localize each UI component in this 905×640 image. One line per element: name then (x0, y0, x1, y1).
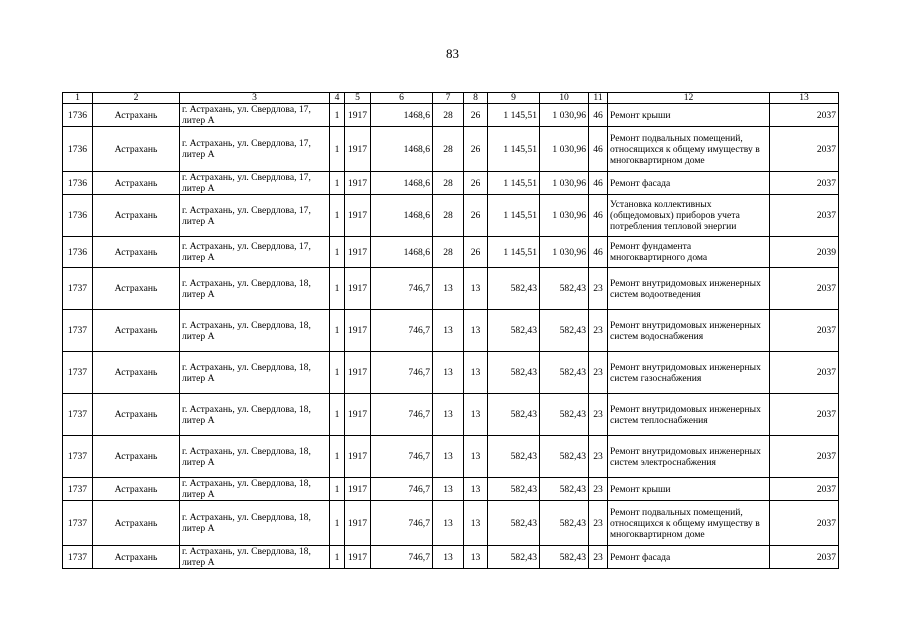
cell-residential-units: 13 (464, 478, 488, 501)
cell-work-type: Ремонт внутридомовых инженерных систем газоснабжения (608, 352, 770, 394)
cell-area: 746,7 (371, 268, 433, 310)
table-row (63, 172, 839, 195)
cell-count: 1 (330, 195, 345, 237)
cell-residents: 46 (589, 237, 608, 268)
cell-count: 1 (330, 172, 345, 195)
table-row (63, 127, 839, 172)
cell-city: Астрахань (93, 546, 180, 569)
cell-residents: 23 (589, 310, 608, 352)
cell-apartments: 13 (433, 478, 464, 501)
cell-residential-units: 13 (464, 310, 488, 352)
cell-work-type: Ремонт крыши (608, 104, 770, 127)
cell-work-type: Ремонт внутридомовых инженерных систем водоотведения (608, 268, 770, 310)
cell-address: г. Астрахань, ул. Свердлова, 18, литер А (180, 546, 330, 569)
cell-residents: 23 (589, 501, 608, 546)
cell-living-area: 582,43 (540, 268, 589, 310)
cell-building-id: 1736 (63, 172, 93, 195)
cell-count: 1 (330, 501, 345, 546)
table-row (63, 237, 839, 268)
cell-count: 1 (330, 436, 345, 478)
cell-total-area: 1 145,51 (488, 172, 540, 195)
cell-area: 746,7 (371, 478, 433, 501)
cell-total-area: 582,43 (488, 436, 540, 478)
cell-planned-year: 2037 (770, 268, 839, 310)
cell-address: г. Астрахань, ул. Свердлова, 18, литер А (180, 352, 330, 394)
cell-area: 746,7 (371, 546, 433, 569)
cell-residential-units: 13 (464, 352, 488, 394)
cell-residents: 46 (589, 195, 608, 237)
table-row (63, 501, 839, 546)
cell-apartments: 13 (433, 501, 464, 546)
cell-total-area: 582,43 (488, 352, 540, 394)
cell-living-area: 1 030,96 (540, 104, 589, 127)
cell-address: г. Астрахань, ул. Свердлова, 18, литер А (180, 478, 330, 501)
cell-area: 746,7 (371, 394, 433, 436)
cell-building-id: 1737 (63, 310, 93, 352)
cell-residents: 23 (589, 546, 608, 569)
cell-year: 1917 (345, 195, 371, 237)
column-number-11: 11 (589, 93, 608, 104)
cell-work-type: Ремонт внутридомовых инженерных систем водоснабжения (608, 310, 770, 352)
cell-apartments: 28 (433, 127, 464, 172)
cell-work-type: Ремонт внутридомовых инженерных систем теплоснабжения (608, 394, 770, 436)
cell-area: 1468,6 (371, 237, 433, 268)
cell-planned-year: 2037 (770, 195, 839, 237)
cell-residents: 23 (589, 352, 608, 394)
cell-planned-year: 2037 (770, 310, 839, 352)
cell-residents: 23 (589, 394, 608, 436)
cell-residents: 46 (589, 127, 608, 172)
cell-living-area: 582,43 (540, 310, 589, 352)
cell-year: 1917 (345, 172, 371, 195)
cell-building-id: 1736 (63, 195, 93, 237)
cell-work-type: Ремонт фасада (608, 546, 770, 569)
cell-address: г. Астрахань, ул. Свердлова, 17, литер А (180, 195, 330, 237)
cell-residential-units: 13 (464, 268, 488, 310)
cell-planned-year: 2037 (770, 172, 839, 195)
capital-repair-table (62, 92, 839, 569)
cell-total-area: 582,43 (488, 501, 540, 546)
cell-work-type: Ремонт фундамента многоквартирного дома (608, 237, 770, 268)
cell-count: 1 (330, 104, 345, 127)
cell-year: 1917 (345, 104, 371, 127)
cell-city: Астрахань (93, 237, 180, 268)
cell-planned-year: 2037 (770, 127, 839, 172)
cell-count: 1 (330, 394, 345, 436)
cell-building-id: 1737 (63, 352, 93, 394)
cell-living-area: 1 030,96 (540, 195, 589, 237)
cell-residents: 46 (589, 104, 608, 127)
column-number-7: 7 (433, 93, 464, 104)
cell-apartments: 13 (433, 352, 464, 394)
cell-city: Астрахань (93, 195, 180, 237)
column-number-1: 1 (63, 93, 93, 104)
cell-city: Астрахань (93, 436, 180, 478)
cell-living-area: 582,43 (540, 478, 589, 501)
table-row (63, 104, 839, 127)
cell-apartments: 13 (433, 394, 464, 436)
cell-building-id: 1737 (63, 436, 93, 478)
cell-living-area: 582,43 (540, 436, 589, 478)
column-number-13: 13 (770, 93, 839, 104)
cell-building-id: 1737 (63, 394, 93, 436)
table-row (63, 436, 839, 478)
cell-address: г. Астрахань, ул. Свердлова, 18, литер А (180, 394, 330, 436)
cell-year: 1917 (345, 127, 371, 172)
cell-apartments: 28 (433, 104, 464, 127)
cell-city: Астрахань (93, 394, 180, 436)
cell-city: Астрахань (93, 172, 180, 195)
table-row (63, 310, 839, 352)
cell-work-type: Ремонт крыши (608, 478, 770, 501)
cell-year: 1917 (345, 352, 371, 394)
table-row (63, 478, 839, 501)
cell-count: 1 (330, 310, 345, 352)
cell-total-area: 582,43 (488, 310, 540, 352)
cell-living-area: 582,43 (540, 352, 589, 394)
column-number-5: 5 (345, 93, 371, 104)
cell-count: 1 (330, 237, 345, 268)
cell-city: Астрахань (93, 478, 180, 501)
column-number-12: 12 (608, 93, 770, 104)
cell-living-area: 582,43 (540, 546, 589, 569)
cell-residential-units: 26 (464, 127, 488, 172)
cell-planned-year: 2039 (770, 237, 839, 268)
cell-area: 746,7 (371, 501, 433, 546)
cell-planned-year: 2037 (770, 546, 839, 569)
cell-count: 1 (330, 268, 345, 310)
cell-living-area: 582,43 (540, 394, 589, 436)
cell-living-area: 1 030,96 (540, 172, 589, 195)
column-number-10: 10 (540, 93, 589, 104)
cell-year: 1917 (345, 237, 371, 268)
cell-total-area: 1 145,51 (488, 104, 540, 127)
table-header-row (63, 93, 839, 104)
cell-area: 746,7 (371, 436, 433, 478)
cell-year: 1917 (345, 436, 371, 478)
cell-planned-year: 2037 (770, 478, 839, 501)
cell-year: 1917 (345, 268, 371, 310)
column-number-3: 3 (180, 93, 330, 104)
cell-city: Астрахань (93, 501, 180, 546)
cell-total-area: 1 145,51 (488, 127, 540, 172)
cell-residents: 46 (589, 172, 608, 195)
table-row (63, 195, 839, 237)
table-row (63, 394, 839, 436)
cell-work-type: Ремонт фасада (608, 172, 770, 195)
cell-residents: 23 (589, 268, 608, 310)
page-number: 83 (446, 46, 459, 61)
cell-apartments: 13 (433, 436, 464, 478)
cell-city: Астрахань (93, 268, 180, 310)
cell-area: 1468,6 (371, 195, 433, 237)
cell-count: 1 (330, 478, 345, 501)
cell-area: 746,7 (371, 352, 433, 394)
cell-planned-year: 2037 (770, 394, 839, 436)
cell-building-id: 1736 (63, 127, 93, 172)
cell-planned-year: 2037 (770, 501, 839, 546)
cell-work-type: Ремонт внутридомовых инженерных систем электроснабжения (608, 436, 770, 478)
cell-address: г. Астрахань, ул. Свердлова, 17, литер А (180, 104, 330, 127)
cell-city: Астрахань (93, 352, 180, 394)
cell-residential-units: 26 (464, 172, 488, 195)
cell-building-id: 1736 (63, 104, 93, 127)
cell-count: 1 (330, 127, 345, 172)
cell-area: 746,7 (371, 310, 433, 352)
column-number-2: 2 (93, 93, 180, 104)
cell-year: 1917 (345, 546, 371, 569)
cell-area: 1468,6 (371, 127, 433, 172)
cell-apartments: 13 (433, 310, 464, 352)
cell-planned-year: 2037 (770, 104, 839, 127)
cell-residential-units: 13 (464, 436, 488, 478)
cell-address: г. Астрахань, ул. Свердлова, 18, литер А (180, 268, 330, 310)
cell-apartments: 13 (433, 546, 464, 569)
cell-address: г. Астрахань, ул. Свердлова, 17, литер А (180, 127, 330, 172)
cell-building-id: 1737 (63, 546, 93, 569)
cell-count: 1 (330, 352, 345, 394)
cell-area: 1468,6 (371, 104, 433, 127)
cell-year: 1917 (345, 501, 371, 546)
cell-year: 1917 (345, 394, 371, 436)
cell-year: 1917 (345, 310, 371, 352)
cell-living-area: 1 030,96 (540, 237, 589, 268)
cell-building-id: 1737 (63, 268, 93, 310)
cell-total-area: 582,43 (488, 478, 540, 501)
cell-apartments: 13 (433, 268, 464, 310)
cell-address: г. Астрахань, ул. Свердлова, 18, литер А (180, 310, 330, 352)
cell-address: г. Астрахань, ул. Свердлова, 18, литер А (180, 501, 330, 546)
table-row (63, 546, 839, 569)
cell-city: Астрахань (93, 310, 180, 352)
column-number-6: 6 (371, 93, 433, 104)
cell-building-id: 1737 (63, 478, 93, 501)
column-number-8: 8 (464, 93, 488, 104)
cell-residential-units: 26 (464, 104, 488, 127)
cell-total-area: 1 145,51 (488, 237, 540, 268)
cell-address: г. Астрахань, ул. Свердлова, 18, литер А (180, 436, 330, 478)
table-row (63, 352, 839, 394)
cell-building-id: 1737 (63, 501, 93, 546)
cell-living-area: 1 030,96 (540, 127, 589, 172)
cell-living-area: 582,43 (540, 501, 589, 546)
cell-apartments: 28 (433, 172, 464, 195)
cell-city: Астрахань (93, 127, 180, 172)
cell-apartments: 28 (433, 195, 464, 237)
cell-address: г. Астрахань, ул. Свердлова, 17, литер А (180, 172, 330, 195)
cell-work-type: Ремонт подвальных помещений, относящихся к общему имуществу в многоквартирном доме (608, 501, 770, 546)
cell-work-type: Установка коллективных (общедомовых) приборов учета потребления тепловой энергии (608, 195, 770, 237)
cell-address: г. Астрахань, ул. Свердлова, 17, литер А (180, 237, 330, 268)
cell-building-id: 1736 (63, 237, 93, 268)
column-number-9: 9 (488, 93, 540, 104)
column-number-4: 4 (330, 93, 345, 104)
table-body (63, 93, 839, 569)
cell-total-area: 582,43 (488, 394, 540, 436)
cell-total-area: 582,43 (488, 268, 540, 310)
cell-residents: 23 (589, 478, 608, 501)
cell-count: 1 (330, 546, 345, 569)
cell-apartments: 28 (433, 237, 464, 268)
cell-residential-units: 13 (464, 394, 488, 436)
cell-residential-units: 13 (464, 546, 488, 569)
cell-residents: 23 (589, 436, 608, 478)
table-row (63, 268, 839, 310)
cell-total-area: 1 145,51 (488, 195, 540, 237)
cell-work-type: Ремонт подвальных помещений, относящихся к общему имуществу в многоквартирном доме (608, 127, 770, 172)
cell-residential-units: 13 (464, 501, 488, 546)
cell-total-area: 582,43 (488, 546, 540, 569)
cell-year: 1917 (345, 478, 371, 501)
cell-area: 1468,6 (371, 172, 433, 195)
cell-residential-units: 26 (464, 195, 488, 237)
cell-city: Астрахань (93, 104, 180, 127)
cell-residential-units: 26 (464, 237, 488, 268)
cell-planned-year: 2037 (770, 436, 839, 478)
cell-planned-year: 2037 (770, 352, 839, 394)
